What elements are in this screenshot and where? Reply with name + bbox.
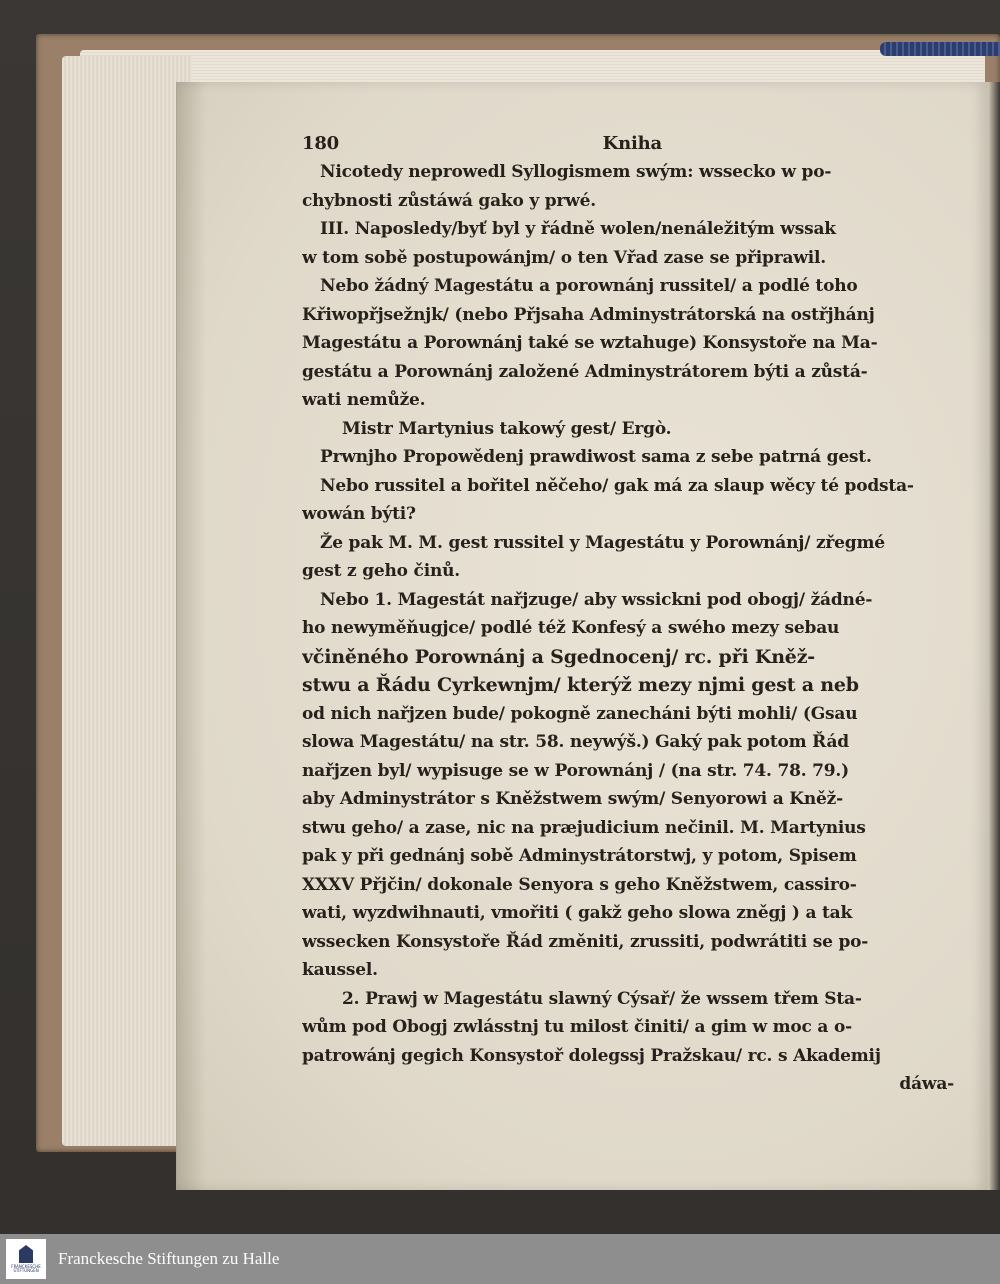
text-line: nařjzen byl/ wypisuge se w Porownánj / (na str. 74. 78. 79.): [302, 760, 849, 781]
text-line: Nebo žádný Magestátu a porownánj russitel/ a podlé toho: [320, 276, 858, 296]
text-line: Nebo russitel a bořitel něčeho/ gak má za slaup wěcy té podsta-: [320, 475, 914, 496]
text-line: Mistr Martynius takowý gest/ Ergò.: [342, 418, 672, 439]
text-line: wati, wyzdwihnauti, vmořiti ( gakž geho slowa zněgj ) a tak: [302, 903, 853, 923]
bookmark-ribbon: [880, 42, 1000, 56]
text-line: od nich nařjzen bude/ pokogně zanecháni býti mohli/ (Gsau: [302, 703, 858, 724]
text-line: w tom sobě postupowánjm/ o ten Vřad zase se připrawil.: [302, 247, 826, 268]
text-line: Magestátu a Porownánj také se wztahuge) Konsystoře na Ma-: [302, 333, 878, 353]
text-line: patrowánj gegich Konsystoř dolegssj Pražskau/ rc. s Akademij: [302, 1045, 881, 1066]
text-line: Prwnjho Propowědenj prawdiwost sama z sebe patrná gest.: [320, 447, 872, 467]
gutter-shadow: [176, 82, 206, 1190]
institution-logo: [6, 1239, 46, 1279]
text-line: wssecken Konsystoře Řád změniti, zrussiti, podwrátiti se po-: [302, 931, 869, 952]
text-line: slowa Magestátu/ na str. 58. neywýš.) Gaký pak potom Řád: [302, 732, 849, 752]
text-line: včiněného Porownánj a Sgednocenj/ rc. při Kněž-: [302, 645, 815, 668]
logo-icon: [19, 1245, 33, 1263]
text-line: stwu a Řádu Cyrkewnjm/ kterýž mezy njmi gest a neb: [302, 674, 859, 696]
logo-text: FRANCKESCHE STIFTUNGEN: [11, 1264, 41, 1273]
text-line: pak y při gednánj sobě Adminystrátorstwj, y potom, Spisem: [302, 846, 857, 866]
body-text: [302, 158, 962, 1070]
text-line: aby Adminystrátor s Kněžstwem swým/ Senyorowi a Kněž-: [302, 789, 843, 809]
page-text: [302, 130, 962, 1099]
text-line: chybnosti zůstáwá gako y prwé.: [302, 190, 596, 211]
page-header: [302, 130, 662, 158]
text-line: ho newyměňugjce/ podlé též Konfesý a swého mezy sebau: [302, 618, 840, 638]
right-edge-shadow: [988, 82, 1000, 1190]
page-left-edges: [62, 56, 192, 1146]
text-line: 2. Prawj w Magestátu slawný Cýsař/ že wssem třem Sta-: [342, 988, 862, 1009]
text-line: III. Naposledy/byť byl y řádně wolen/nenáležitým wssak: [320, 219, 836, 239]
text-line: gest z geho činů.: [302, 561, 460, 581]
text-line: Že pak M. M. gest russitel y Magestátu y Porownánj/ zřegmé: [320, 532, 885, 553]
footer-bar: [0, 1234, 1000, 1284]
text-line: wowán býti?: [302, 504, 416, 524]
text-line: gestátu a Porownánj založené Adminystrátorem býti a zůstá-: [302, 361, 868, 382]
text-line: stwu geho/ a zase, nic na præjudicium nečinil. M. Martynius: [302, 817, 866, 838]
footer-label: Franckesche Stiftungen zu Halle: [58, 1249, 280, 1268]
text-line: kaussel.: [302, 960, 378, 980]
text-line: Nebo 1. Magestát nařjzuge/ aby wssickni pod obogj/ žádné-: [320, 589, 873, 610]
page-number: 180: [302, 133, 339, 154]
text-line: Křiwopřjsežnjk/ (nebo Přjsaha Adminystrátorská na ostřjhánj: [302, 304, 875, 325]
text-line: wati nemůže.: [302, 390, 426, 410]
text-line: wům pod Obogj zwlásstnj tu milost činiti/ a gim w moc a o-: [302, 1017, 852, 1037]
text-line: XXXV Přjčin/ dokonale Senyora s geho Kněžstwem, cassiro-: [302, 874, 857, 895]
text-line: Nicotedy neprowedl Syllogismem swým: wssecko w po-: [320, 162, 832, 182]
running-head: Kniha: [602, 133, 662, 154]
catchword: dáwa-: [899, 1074, 954, 1094]
